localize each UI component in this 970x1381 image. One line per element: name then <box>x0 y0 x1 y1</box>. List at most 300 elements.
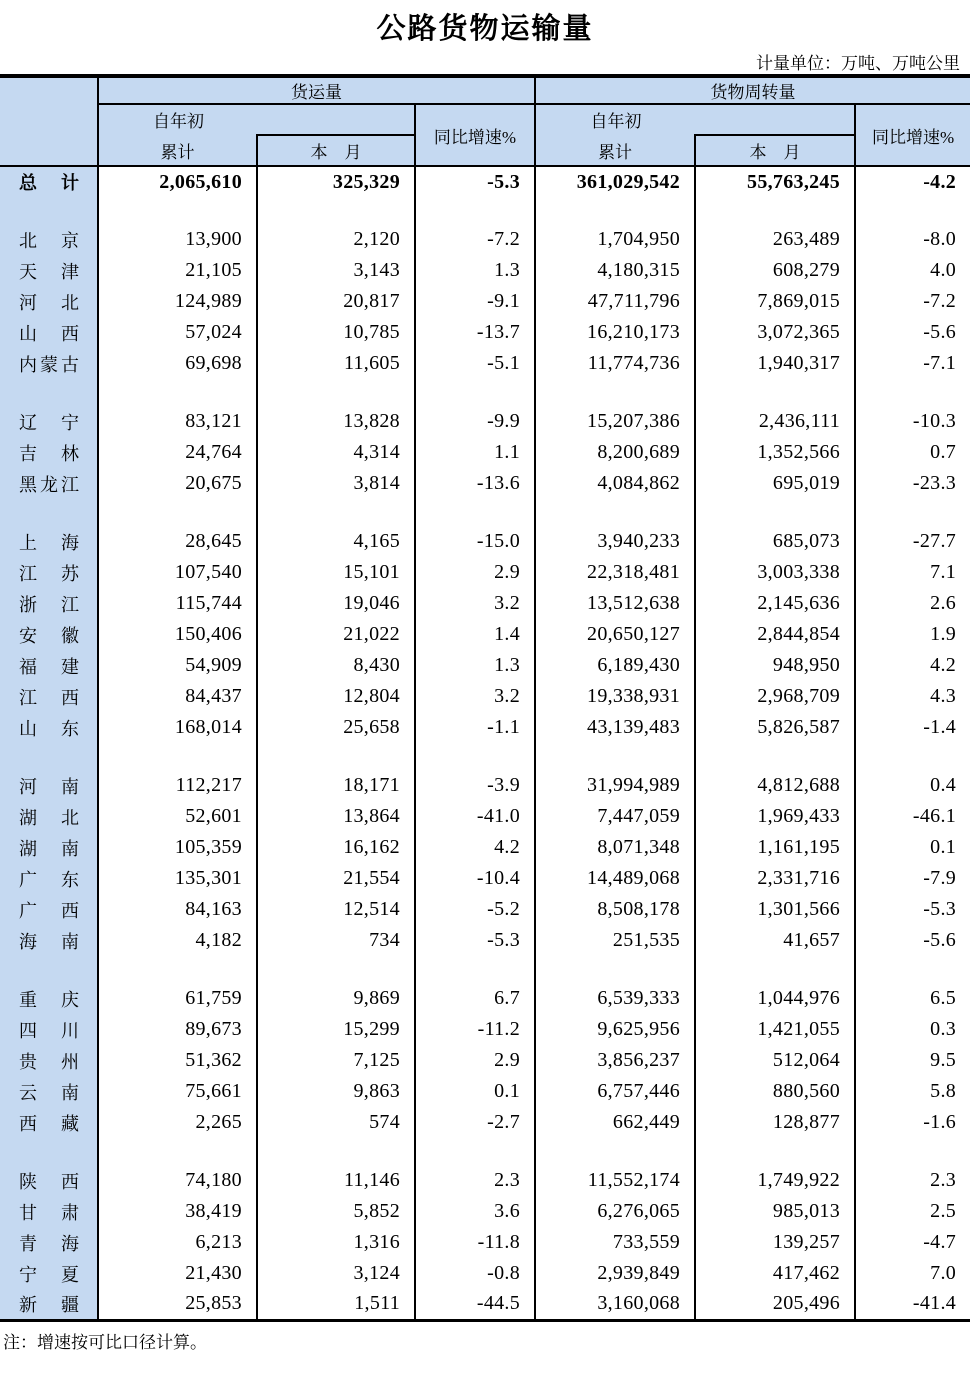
value-cell: -13.6 <box>415 468 535 499</box>
value-cell: 28,645 <box>98 526 257 557</box>
value-cell: 361,029,542 <box>535 166 695 197</box>
table-row <box>0 1196 970 1227</box>
unit-note: 计量单位：万吨、万吨公里 <box>756 54 960 73</box>
value-cell: 74,180 <box>98 1165 257 1196</box>
province-cell <box>0 863 98 894</box>
value-cell: 6,213 <box>98 1227 257 1258</box>
province-label: 重 庆 <box>19 989 79 1010</box>
value-cell: 21,105 <box>98 255 257 286</box>
header-cumulative-bottom-1: 累计 <box>98 135 257 166</box>
value-cell: 16,210,173 <box>535 317 695 348</box>
province-cell <box>0 894 98 925</box>
value-cell <box>855 197 970 224</box>
province-label: 新 疆 <box>19 1294 79 1315</box>
value-cell: 54,909 <box>98 650 257 681</box>
value-cell: 38,419 <box>98 1196 257 1227</box>
value-cell: -3.9 <box>415 770 535 801</box>
value-cell: 2,939,849 <box>535 1258 695 1289</box>
province-cell <box>0 925 98 956</box>
value-cell: -7.9 <box>923 867 957 889</box>
value-cell <box>257 197 415 224</box>
value-cell: 205,496 <box>695 1289 855 1320</box>
table-row <box>0 1227 970 1258</box>
table-row <box>0 894 970 925</box>
value-cell: 75,661 <box>98 1076 257 1107</box>
value-cell: 251,535 <box>535 925 695 956</box>
province-label: 黑龙江 <box>19 474 79 495</box>
value-cell: 662,449 <box>535 1107 695 1138</box>
value-cell: 7,447,059 <box>535 801 695 832</box>
value-cell: -4.7 <box>923 1231 957 1253</box>
value-cell: 51,362 <box>98 1045 257 1076</box>
value-cell: 2,065,610 <box>98 166 257 197</box>
value-cell: -27.7 <box>912 530 957 552</box>
value-cell: 985,013 <box>695 1196 855 1227</box>
table-row <box>0 983 970 1014</box>
province-cell <box>0 588 98 619</box>
value-cell <box>855 743 970 770</box>
value-cell: 8,200,689 <box>535 437 695 468</box>
value-cell: 2,968,709 <box>695 681 855 712</box>
value-cell: 1,316 <box>257 1227 415 1258</box>
value-cell: 20,817 <box>257 286 415 317</box>
value-cell: 2.3 <box>415 1165 535 1196</box>
spacer-row <box>0 956 970 983</box>
value-cell: 2,844,854 <box>695 619 855 650</box>
value-cell <box>535 1138 695 1165</box>
value-cell: 417,462 <box>695 1258 855 1289</box>
province-label: 湖 北 <box>19 807 79 828</box>
value-cell: 19,338,931 <box>535 681 695 712</box>
value-cell: 1,511 <box>257 1289 415 1320</box>
page-title: 公路货物运输量 <box>376 13 594 45</box>
table-row <box>0 224 970 255</box>
value-cell: -9.1 <box>415 286 535 317</box>
value-cell: -2.7 <box>415 1107 535 1138</box>
value-cell: 11,146 <box>257 1165 415 1196</box>
value-cell: 3.6 <box>415 1196 535 1227</box>
value-cell: 84,163 <box>98 894 257 925</box>
province-cell <box>0 499 98 526</box>
table-row <box>0 286 970 317</box>
value-cell: 4.0 <box>930 259 957 281</box>
header-cumulative-top-label: 自年初 <box>590 112 642 131</box>
province-cell <box>0 1165 98 1196</box>
freight-table <box>0 74 970 1322</box>
province-cell <box>0 1196 98 1227</box>
value-cell: 9,625,956 <box>535 1014 695 1045</box>
value-cell: 3,940,233 <box>535 526 695 557</box>
value-cell: 52,601 <box>98 801 257 832</box>
value-cell: -8.0 <box>923 228 957 250</box>
value-cell: 4,182 <box>98 925 257 956</box>
value-cell: 115,744 <box>98 588 257 619</box>
value-cell: 2,120 <box>257 224 415 255</box>
value-cell: 7.1 <box>930 561 957 583</box>
value-cell: 1.3 <box>415 650 535 681</box>
value-cell: 139,257 <box>695 1227 855 1258</box>
value-cell: 24,764 <box>98 437 257 468</box>
value-cell: 5.8 <box>930 1080 957 1102</box>
value-cell: 89,673 <box>98 1014 257 1045</box>
value-cell: 3.2 <box>415 681 535 712</box>
value-cell: 6,539,333 <box>535 983 695 1014</box>
value-cell: 20,650,127 <box>535 619 695 650</box>
value-cell: 1.3 <box>415 255 535 286</box>
value-cell: 263,489 <box>695 224 855 255</box>
header-cumulative-top-label: 自年初 <box>153 112 204 131</box>
header-cumulative-top-1 <box>98 104 415 135</box>
province-label: 贵 州 <box>19 1051 79 1072</box>
value-cell <box>695 499 855 526</box>
value-cell: 12,514 <box>257 894 415 925</box>
value-cell: 12,804 <box>257 681 415 712</box>
province-cell <box>0 406 98 437</box>
value-cell: 11,774,736 <box>535 348 695 379</box>
value-cell: 41,657 <box>695 925 855 956</box>
value-cell <box>535 499 695 526</box>
value-cell <box>535 379 695 406</box>
table-row <box>0 650 970 681</box>
value-cell: 20,675 <box>98 468 257 499</box>
province-label: 云 南 <box>19 1082 79 1103</box>
value-cell: 1,161,195 <box>695 832 855 863</box>
province-label: 湖 南 <box>19 838 79 859</box>
value-cell: 2,265 <box>98 1107 257 1138</box>
value-cell: 1,749,922 <box>695 1165 855 1196</box>
value-cell: -1.6 <box>923 1111 957 1133</box>
value-cell: -7.2 <box>415 224 535 255</box>
value-cell: 6.7 <box>415 983 535 1014</box>
province-label: 辽 宁 <box>19 412 79 433</box>
value-cell: 15,101 <box>257 557 415 588</box>
province-label: 福 建 <box>19 656 79 677</box>
value-cell: 13,864 <box>257 801 415 832</box>
value-cell: 19,046 <box>257 588 415 619</box>
value-cell: 2.5 <box>930 1200 957 1222</box>
province-label: 安 徽 <box>19 625 79 646</box>
value-cell: 2,436,111 <box>695 406 855 437</box>
value-cell: -11.2 <box>415 1014 535 1045</box>
province-cell <box>0 619 98 650</box>
value-cell: 9,869 <box>257 983 415 1014</box>
value-cell: 84,437 <box>98 681 257 712</box>
header-freight-turnover: 货物周转量 <box>535 76 970 104</box>
value-cell: 4,314 <box>257 437 415 468</box>
value-cell: 18,171 <box>257 770 415 801</box>
value-cell: 1,301,566 <box>695 894 855 925</box>
province-cell <box>0 983 98 1014</box>
value-cell: 21,022 <box>257 619 415 650</box>
province-label: 甘 肃 <box>19 1202 79 1223</box>
value-cell <box>695 743 855 770</box>
value-cell: -1.1 <box>415 712 535 743</box>
value-cell: 7.0 <box>930 1262 957 1284</box>
province-label: 广 东 <box>19 869 79 890</box>
value-cell: 3,856,237 <box>535 1045 695 1076</box>
province-label: 广 西 <box>19 900 79 921</box>
value-cell <box>257 743 415 770</box>
value-cell: 512,064 <box>695 1045 855 1076</box>
value-cell: 608,279 <box>695 255 855 286</box>
value-cell: -41.4 <box>912 1292 957 1315</box>
value-cell: 1,704,950 <box>535 224 695 255</box>
value-cell: 9.5 <box>930 1049 957 1071</box>
value-cell: -5.3 <box>415 166 535 197</box>
table-row <box>0 255 970 286</box>
value-cell: -5.6 <box>923 321 957 343</box>
value-cell: 2.9 <box>415 1045 535 1076</box>
value-cell: 733,559 <box>535 1227 695 1258</box>
province-label: 上 海 <box>19 532 79 553</box>
table-row <box>0 348 970 379</box>
province-cell <box>0 286 98 317</box>
value-cell: 0.7 <box>930 441 957 463</box>
value-cell: 124,989 <box>98 286 257 317</box>
footer-note: 注：增速按可比口径计算。 <box>3 1332 207 1352</box>
value-cell: 1,421,055 <box>695 1014 855 1045</box>
value-cell: 4.3 <box>930 685 957 707</box>
table-row <box>0 863 970 894</box>
table-header <box>0 76 970 166</box>
province-cell <box>0 1076 98 1107</box>
value-cell: 61,759 <box>98 983 257 1014</box>
value-cell: 4.2 <box>930 654 957 676</box>
province-label: 陕 西 <box>19 1171 79 1192</box>
value-cell: 3.2 <box>415 588 535 619</box>
value-cell: 13,900 <box>98 224 257 255</box>
value-cell <box>535 743 695 770</box>
value-cell: 1,969,433 <box>695 801 855 832</box>
value-cell: 2.3 <box>930 1169 957 1191</box>
value-cell <box>855 379 970 406</box>
value-cell: 4,812,688 <box>695 770 855 801</box>
table-body <box>0 166 970 1320</box>
value-cell: 4.2 <box>415 832 535 863</box>
value-cell: 105,359 <box>98 832 257 863</box>
value-cell: 15,207,386 <box>535 406 695 437</box>
value-cell: 6.5 <box>930 987 957 1009</box>
province-label: 海 南 <box>19 931 79 952</box>
value-cell: -11.8 <box>415 1227 535 1258</box>
value-cell: 69,698 <box>98 348 257 379</box>
value-cell: -9.9 <box>415 406 535 437</box>
value-cell: 880,560 <box>695 1076 855 1107</box>
value-cell: 2.9 <box>415 557 535 588</box>
value-cell: 6,189,430 <box>535 650 695 681</box>
value-cell <box>415 379 535 406</box>
value-cell: 734 <box>257 925 415 956</box>
value-cell: 2.6 <box>930 592 957 614</box>
province-cell <box>0 1014 98 1045</box>
province-cell <box>0 1289 98 1320</box>
value-cell <box>695 956 855 983</box>
table-row <box>0 557 970 588</box>
value-cell: 948,950 <box>695 650 855 681</box>
province-cell <box>0 379 98 406</box>
value-cell: 11,605 <box>257 348 415 379</box>
header-yoy-2: 同比增速% <box>855 104 970 166</box>
table-row <box>0 925 970 956</box>
value-cell: 25,853 <box>98 1289 257 1320</box>
province-label: 四 川 <box>19 1020 79 1041</box>
table-row <box>0 801 970 832</box>
province-cell <box>0 317 98 348</box>
table-row <box>0 468 970 499</box>
province-label: 浙 江 <box>19 594 79 615</box>
value-cell <box>98 499 257 526</box>
value-cell: 15,299 <box>257 1014 415 1045</box>
province-label: 北 京 <box>19 230 79 251</box>
value-cell: 21,430 <box>98 1258 257 1289</box>
value-cell: 11,552,174 <box>535 1165 695 1196</box>
value-cell: -10.3 <box>912 410 957 432</box>
province-cell <box>0 197 98 224</box>
value-cell: -4.2 <box>923 170 957 193</box>
province-cell <box>0 1107 98 1138</box>
value-cell <box>415 499 535 526</box>
value-cell: 0.3 <box>930 1018 957 1040</box>
value-cell: -7.2 <box>923 290 957 312</box>
value-cell: 0.1 <box>415 1076 535 1107</box>
value-cell: 13,512,638 <box>535 588 695 619</box>
header-cumulative-bottom-2: 累计 <box>535 135 695 166</box>
value-cell <box>415 743 535 770</box>
province-cell <box>0 1258 98 1289</box>
table-row <box>0 166 970 197</box>
province-cell <box>0 801 98 832</box>
value-cell: 47,711,796 <box>535 286 695 317</box>
value-cell <box>415 1138 535 1165</box>
table-row <box>0 317 970 348</box>
value-cell: 1.4 <box>415 619 535 650</box>
value-cell <box>695 1138 855 1165</box>
value-cell: -5.6 <box>923 929 957 951</box>
value-cell: -13.7 <box>415 317 535 348</box>
value-cell: 2,331,716 <box>695 863 855 894</box>
value-cell: 83,121 <box>98 406 257 437</box>
table-row <box>0 1014 970 1045</box>
value-cell <box>415 197 535 224</box>
value-cell: 14,489,068 <box>535 863 695 894</box>
table-row <box>0 619 970 650</box>
value-cell: 3,160,068 <box>535 1289 695 1320</box>
value-cell: 574 <box>257 1107 415 1138</box>
province-cell <box>0 348 98 379</box>
value-cell <box>535 197 695 224</box>
value-cell: -41.0 <box>415 801 535 832</box>
table-row <box>0 770 970 801</box>
value-cell: 3,124 <box>257 1258 415 1289</box>
value-cell: 695,019 <box>695 468 855 499</box>
value-cell <box>98 197 257 224</box>
header-month-1: 本 月 <box>257 135 415 166</box>
value-cell: 13,828 <box>257 406 415 437</box>
province-cell <box>0 681 98 712</box>
province-cell <box>0 1045 98 1076</box>
table-row <box>0 681 970 712</box>
province-label: 山 西 <box>19 323 79 344</box>
value-cell: 3,814 <box>257 468 415 499</box>
value-cell: -0.8 <box>415 1258 535 1289</box>
province-cell <box>0 1138 98 1165</box>
province-cell <box>0 743 98 770</box>
header-freight-volume: 货运量 <box>98 76 535 104</box>
table-row <box>0 526 970 557</box>
table-row <box>0 1258 970 1289</box>
corner-cell <box>0 76 98 166</box>
value-cell: 3,072,365 <box>695 317 855 348</box>
spacer-row <box>0 1138 970 1165</box>
value-cell: -5.3 <box>923 898 957 920</box>
province-label: 江 西 <box>19 687 79 708</box>
table-row <box>0 832 970 863</box>
value-cell: 9,863 <box>257 1076 415 1107</box>
value-cell: 8,508,178 <box>535 894 695 925</box>
value-cell: 8,071,348 <box>535 832 695 863</box>
value-cell: 128,877 <box>695 1107 855 1138</box>
value-cell: -10.4 <box>415 863 535 894</box>
value-cell: 112,217 <box>98 770 257 801</box>
value-cell: 3,143 <box>257 255 415 286</box>
value-cell: 22,318,481 <box>535 557 695 588</box>
province-label: 西 藏 <box>19 1113 79 1134</box>
value-cell: 7,869,015 <box>695 286 855 317</box>
value-cell: -5.2 <box>415 894 535 925</box>
spacer-row <box>0 743 970 770</box>
province-label: 内蒙古 <box>19 354 79 375</box>
value-cell: 1,940,317 <box>695 348 855 379</box>
value-cell: -44.5 <box>415 1289 535 1320</box>
province-label: 江 苏 <box>19 563 79 584</box>
province-cell <box>0 770 98 801</box>
value-cell: 21,554 <box>257 863 415 894</box>
value-cell: -7.1 <box>923 352 957 374</box>
value-cell <box>695 197 855 224</box>
value-cell: 5,852 <box>257 1196 415 1227</box>
value-cell: -1.4 <box>923 716 957 738</box>
province-cell <box>0 224 98 255</box>
value-cell: 325,329 <box>257 166 415 197</box>
table-row <box>0 1165 970 1196</box>
value-cell: 1,044,976 <box>695 983 855 1014</box>
province-cell <box>0 166 98 197</box>
value-cell: 7,125 <box>257 1045 415 1076</box>
value-cell: 0.1 <box>930 836 957 858</box>
table-row <box>0 1289 970 1320</box>
value-cell: 5,826,587 <box>695 712 855 743</box>
header-yoy-1: 同比增速% <box>415 104 535 166</box>
table-row <box>0 1045 970 1076</box>
value-cell: 1.9 <box>930 623 957 645</box>
province-label: 青 海 <box>19 1233 79 1254</box>
value-cell: 107,540 <box>98 557 257 588</box>
value-cell: -5.3 <box>415 925 535 956</box>
value-cell: 6,276,065 <box>535 1196 695 1227</box>
value-cell: -23.3 <box>912 472 957 494</box>
value-cell: 8,430 <box>257 650 415 681</box>
table-row <box>0 406 970 437</box>
header-month-2: 本 月 <box>695 135 855 166</box>
value-cell: 2,145,636 <box>695 588 855 619</box>
province-label: 吉 林 <box>19 443 79 464</box>
value-cell: 57,024 <box>98 317 257 348</box>
table-row <box>0 437 970 468</box>
value-cell: -5.1 <box>415 348 535 379</box>
value-cell <box>535 956 695 983</box>
province-cell <box>0 468 98 499</box>
header-cumulative-top-2 <box>535 104 855 135</box>
